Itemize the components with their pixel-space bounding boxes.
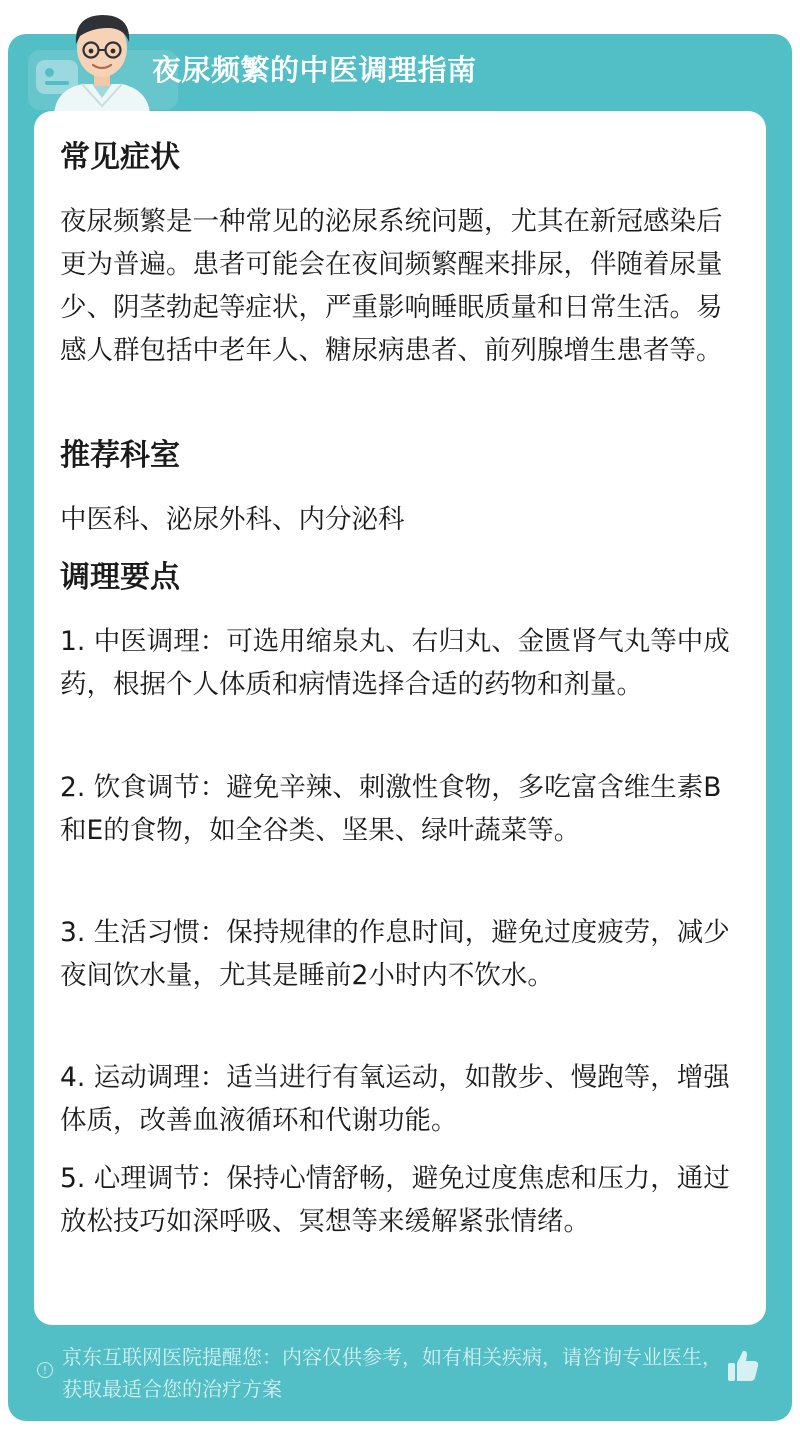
- section-title-care: 调理要点: [60, 560, 180, 595]
- thumbs-up-icon[interactable]: [726, 1348, 760, 1384]
- page-title: 夜尿频繁的中医调理指南: [152, 53, 477, 87]
- department-text: 中医科、泌尿外科、内分泌科: [60, 504, 405, 535]
- care-item-5: 5. 心理调节：保持心情舒畅，避免过度焦虑和压力，通过放松技巧如深呼吸、冥想等来缓解紧张情绪。: [60, 1163, 730, 1237]
- info-circle-icon: !: [37, 1362, 53, 1378]
- doctor-avatar: [46, 6, 158, 114]
- care-item-1: 1. 中医调理：可选用缩泉丸、右归丸、金匮肾气丸等中成药，根据个人体质和病情选择合适的药物和剂量。: [60, 626, 730, 700]
- content-card: [34, 111, 766, 1325]
- disclaimer-text: 京东互联网医院提醒您：内容仅供参考，如有相关疾病，请咨询专业医生，获取最适合您的治疗方案: [62, 1345, 722, 1401]
- care-item-3: 3. 生活习惯：保持规律的作息时间，避免过度疲劳，减少夜间饮水量，尤其是睡前2小时内不饮水。: [60, 917, 730, 991]
- care-item-4: 4. 运动调理：适当进行有氧运动，如散步、慢跑等，增强体质，改善血液循环和代谢功能。: [60, 1062, 730, 1136]
- symptoms-text: 夜尿频繁是一种常见的泌尿系统问题，尤其在新冠感染后更为普遍。患者可能会在夜间频繁醒来排尿，伴随着尿量少、阴茎勃起等症状，严重影响睡眠质量和日常生活。易感人群包括中老年人、糖尿病患者、前列腺增生患者等。: [60, 206, 723, 366]
- section-title-symptoms: 常见症状: [60, 140, 180, 175]
- care-item-2: 2. 饮食调节：避免辛辣、刺激性食物，多吃富含维生素B和E的食物，如全谷类、坚果、绿叶蔬菜等。: [60, 772, 722, 846]
- section-title-department: 推荐科室: [60, 438, 180, 473]
